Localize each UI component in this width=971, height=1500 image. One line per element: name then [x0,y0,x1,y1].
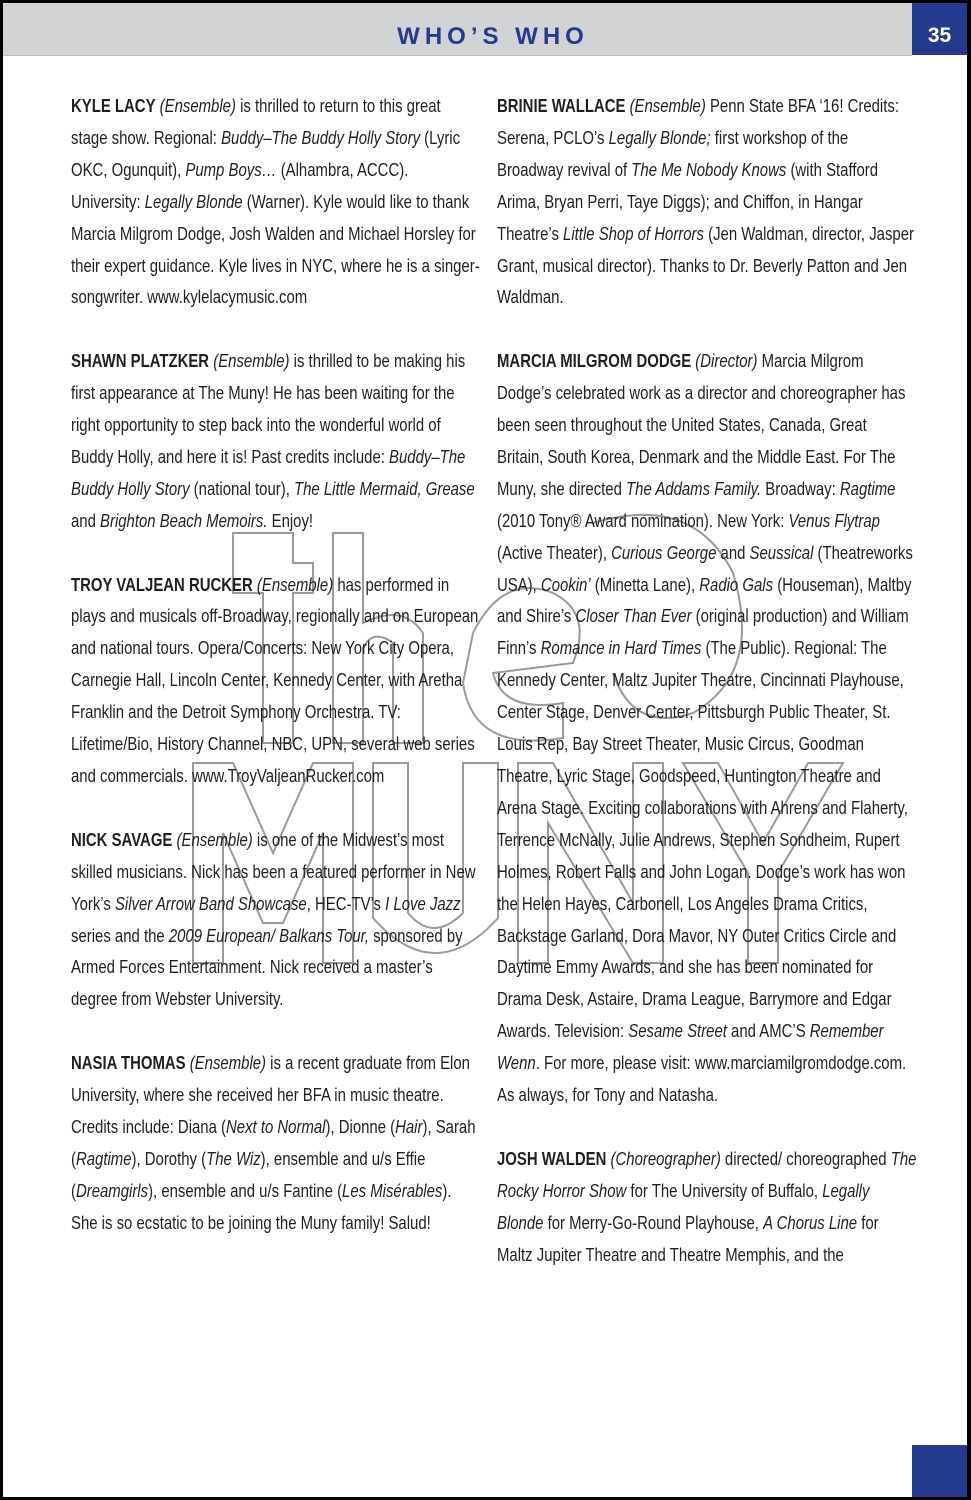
page-number: 35 [912,3,967,55]
program-page [3,3,967,1497]
bio-name: KYLE LACY [71,96,156,116]
bio-role: (Director) [695,351,758,372]
bio-nasia-thomas [71,1048,481,1239]
bio-name: MARCIA MILGROM DODGE [497,351,692,372]
bio-name: NICK SAVAGE [71,829,173,850]
bio-name: JOSH WALDEN [497,1148,607,1169]
bio-text: JOSH WALDEN (Choreographer) directed/ choreographed The Rocky Horror Show for The University of Buffalo, Legally Blonde for Merry-Go-Round Playhouse, A Chorus Line for Maltz Jupiter Theatre and Theatre Memphis, and the [497,1148,917,1265]
bio-kyle-lacy [71,91,481,314]
bio-nick-savage [71,825,481,1016]
left-column [71,91,481,1271]
bio-name: TROY VALJEAN RUCKER [71,574,253,595]
bio-text: NASIA THOMAS (Ensemble) is a recent graduate from Elon University, where she received her BFA in music theatre. Credits include: Diana (Next to Normal), Dionne (Hair), Sarah (Ragtime), Dorothy (The Wiz), ensemble and u/s Effie (Dreamgirls), ensemble and u/s Fantine (Les Misérables). She is so ecstatic to be joining the Muny family! Salud! [71,1053,476,1233]
section-title: WHO’S WHO [397,23,589,50]
bio-role: (Ensemble) [629,96,706,116]
bio-text: KYLE LACY (Ensemble) is thrilled to return to this great stage show. Regional: Buddy–The Buddy Holly Story (Lyric OKC, Ogunquit), Pump Boys… (Alhambra, ACCC). University: Legally Blonde (Warner). Kyle would like to thank Marcia Milgrom Dodge, Josh Walden and Michael Horsley for their expert guidance. Kyle lives in NYC, where he is a singer-songwriter. www.kylelacymusic.com [71,96,480,308]
corner-tab [912,1445,967,1497]
bio-text: SHAWN PLATZKER (Ensemble) is thrilled to be making his first appearance at The Muny! He has been waiting for the right opportunity to step back into the wonderful world of Buddy Holly, and here it is! Past credits include: Buddy–The Buddy Holly Story (national tour), The Little Mermaid, Grease and Brighton Beach Memoirs. Enjoy! [71,351,475,531]
bio-role: (Ensemble) [176,829,253,850]
bio-marcia-milgrom-dodge [497,346,917,1112]
bio-name: BRINIE WALLACE [497,96,626,116]
section-header-bar [3,3,912,56]
bio-role: (Ensemble) [213,351,290,372]
bio-text: MARCIA MILGROM DODGE (Director) Marcia Milgrom Dodge’s celebrated work as a director and choreographer has been seen throughout the United States, Canada, Great Britain, South Korea, Denmark and the Middle East. For The Muny, she directed The Addams Family. Broadway: Ragtime (2010 Tony® Award nomination). New York: Venus Flytrap (Active Theater), Curious George and Seussical (Theatreworks USA), Cookin’ (Minetta Lane), Radio Gals (Houseman), Maltby and Shire’s Closer Than Ever (original production) and William Finn’s Romance in Hard Times (The Public). Regional: The Kennedy Center, Maltz Jupiter Theatre, Cincinnati Playhouse, Center Stage, Denver Center, Pittsburgh Public Theater, St. Louis Rep, Bay Street Theater, Music Circus, Goodman Theatre, Lyric Stage, Goodspeed, Huntington Theatre and Arena Stage. Exciting collaborations with Ahrens and Flaherty, Terrence McNally, Julie Andrews, Stephen Sondheim, Rupert Holmes, Robert Falls and John Logan. Dodge’s work has won the Helen Hayes, Carbonell, Los Angeles Drama Critics, Backstage Garland, Dora Mavor, NY Outer Critics Circle and Daytime Emmy Awards, and she has been nominated for Drama Desk, Astaire, Drama League, Barrymore and Edgar Awards. Television: Sesame Street and AMC’S Remember Wenn. For more, please visit: www.marciamilgromdodge.com. As always, for Tony and Natasha. [497,351,913,1106]
bio-troy-valjean-rucker [71,570,481,793]
bio-text: BRINIE WALLACE (Ensemble) Penn State BFA ‘16! Credits: Serena, PCLO’s Legally Blonde; first workshop of the Broadway revival of The Me Nobody Knows (with Stafford Arima, Bryan Perri, Taye Diggs); and Chiffon, in Hangar Theatre’s Little Shop of Horrors (Jen Waldman, director, Jasper Grant, musical director). Thanks to Dr. Beverly Patton and Jen Waldman. [497,96,914,308]
right-column [497,91,917,1303]
bio-brinie-wallace [497,91,917,314]
bio-role: (Ensemble) [256,574,334,595]
bio-name: SHAWN PLATZKER [71,351,210,372]
bio-shawn-platzker [71,346,481,537]
bio-role: (Choreographer) [610,1148,721,1169]
bio-text: NICK SAVAGE (Ensemble) is one of the Midwest’s most skilled musicians. Nick has been a featured performer in New York’s Silver Arrow Band Showcase, HEC-TV’s I Love Jazz series and the 2009 European/ Balkans Tour, sponsored by Armed Forces Entertainment. Nick received a master’s degree from Webster University. [71,829,476,1010]
bio-text: TROY VALJEAN RUCKER (Ensemble) has performed in plays and musicals off-Broadway, regionally and on European and national tours. Opera/Concerts: New York City Opera, Carnegie Hall, Lincoln Center, Kennedy Center, with Aretha Franklin and the Detroit Symphony Orchestra. TV: Lifetime/Bio, History Channel, NBC, UPN, several web series and commercials. www.TroyValjeanRucker.com [71,574,479,786]
bio-role: (Ensemble) [189,1053,267,1074]
bio-name: NASIA THOMAS [71,1053,186,1074]
bio-josh-walden [497,1144,917,1272]
bio-role: (Ensemble) [159,96,236,116]
